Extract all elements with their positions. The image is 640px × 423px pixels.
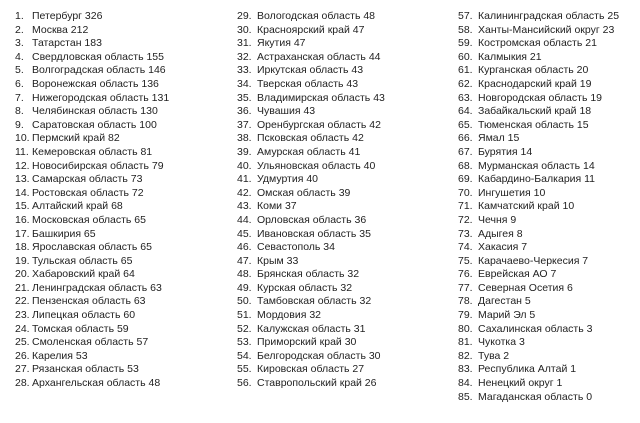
- list-item-number: 27.: [15, 363, 30, 376]
- list-item: [15, 350, 245, 364]
- list-item: [458, 24, 640, 38]
- list-item: [237, 119, 462, 133]
- list-item: [237, 37, 462, 51]
- list-item: [15, 228, 245, 242]
- list-item-label: Орловская область 36: [257, 213, 367, 226]
- list-item-number: 72.: [458, 213, 473, 226]
- list-item: [237, 160, 462, 174]
- list-item: [15, 105, 245, 119]
- list-item-number: 51.: [237, 309, 252, 322]
- list-item: [237, 132, 462, 146]
- list-item-number: 74.: [458, 241, 473, 254]
- list-item-label: Краснодарский край 19: [478, 77, 592, 90]
- list-item-number: 20.: [15, 268, 30, 281]
- list-item-number: 73.: [458, 227, 473, 240]
- list-item-label: Ненецкий округ 1: [478, 377, 563, 390]
- list-item: [237, 105, 462, 119]
- list-item-label: Пензенская область 63: [32, 295, 146, 308]
- list-item-label: Волгоградская область 146: [32, 64, 166, 77]
- list-item-number: 5.: [15, 64, 24, 77]
- list-item-number: 16.: [15, 213, 30, 226]
- list-item-number: 70.: [458, 186, 473, 199]
- list-item-label: Алтайский край 68: [32, 200, 123, 213]
- list-item: [15, 363, 245, 377]
- list-item: [15, 336, 245, 350]
- list-item-number: 36.: [237, 105, 252, 118]
- list-item-number: 1.: [15, 10, 24, 22]
- list-item-number: 13.: [15, 173, 30, 186]
- list-item-number: 10.: [15, 132, 30, 145]
- list-item-label: Москва 212: [32, 23, 89, 36]
- list-item: [458, 160, 640, 174]
- list-item-number: 85.: [458, 390, 473, 403]
- list-item-label: Коми 37: [257, 200, 297, 213]
- list-item-number: 52.: [237, 322, 252, 335]
- list-item-number: 55.: [237, 363, 252, 376]
- list-item-number: 44.: [237, 213, 252, 226]
- list-item-label: Красноярский край 47: [257, 23, 365, 36]
- list-item-number: 26.: [15, 349, 30, 362]
- list-item-number: 84.: [458, 377, 473, 390]
- list-item-label: Камчатский край 10: [478, 200, 575, 213]
- list-item-label: Московская область 65: [32, 213, 146, 226]
- list-item: [15, 214, 245, 228]
- list-item-label: Ярославская область 65: [32, 241, 152, 254]
- list-item: [458, 105, 640, 119]
- list-item-number: 81.: [458, 336, 473, 349]
- list-item: [15, 37, 245, 51]
- list-item: [15, 268, 245, 282]
- list-item-number: 42.: [237, 186, 252, 199]
- list-item: [237, 282, 462, 296]
- list-item-number: 23.: [15, 309, 30, 322]
- list-column-1: [15, 10, 245, 391]
- list-item-label: Приморский край 30: [257, 336, 357, 349]
- list-item-number: 17.: [15, 227, 30, 240]
- list-item-label: Забайкальский край 18: [478, 105, 592, 118]
- list-item: [458, 377, 640, 391]
- list-item-label: Чечня 9: [478, 213, 517, 226]
- list-item-label: Саратовская область 100: [32, 118, 157, 131]
- list-item-number: 58.: [458, 23, 473, 36]
- list-item-number: 76.: [458, 268, 473, 281]
- list-item: [237, 336, 462, 350]
- list-item-label: Ханты-Мансийский округ 23: [478, 23, 615, 36]
- list-item: [458, 309, 640, 323]
- list-item-label: Дагестан 5: [478, 295, 531, 308]
- list-item: [237, 146, 462, 160]
- list-item: [458, 268, 640, 282]
- list-item-label: Тува 2: [478, 349, 510, 362]
- list-item-number: 53.: [237, 336, 252, 349]
- list-item-number: 40.: [237, 159, 252, 172]
- list-item-number: 19.: [15, 254, 30, 267]
- list-item: [237, 187, 462, 201]
- list-item: [15, 200, 245, 214]
- list-item-number: 29.: [237, 10, 252, 22]
- list-item-number: 71.: [458, 200, 473, 213]
- list-item-number: 43.: [237, 200, 252, 213]
- list-item: [15, 10, 245, 24]
- list-item: [237, 323, 462, 337]
- list-item-number: 38.: [237, 132, 252, 145]
- list-item: [458, 37, 640, 51]
- list-item-number: 62.: [458, 77, 473, 90]
- list-item-label: Курганская область 20: [478, 64, 589, 77]
- list-item-label: Петербург 326: [32, 10, 103, 22]
- list-item-label: Архангельская область 48: [32, 377, 161, 390]
- list-item-number: 33.: [237, 64, 252, 77]
- list-column-3: [458, 10, 640, 404]
- list-item: [15, 323, 245, 337]
- list-item-label: Белгородская область 30: [257, 349, 381, 362]
- list-item: [15, 241, 245, 255]
- list-item-label: Ивановская область 35: [257, 227, 371, 240]
- list-item-label: Новосибирская область 79: [32, 159, 164, 172]
- list-item-label: Ленинградская область 63: [32, 281, 162, 294]
- list-item: [15, 173, 245, 187]
- list-item-label: Нижегородская область 131: [32, 91, 170, 104]
- list-item-number: 39.: [237, 145, 252, 158]
- list-item-number: 24.: [15, 322, 30, 335]
- list-item-label: Северная Осетия 6: [478, 281, 573, 294]
- list-item: [458, 10, 640, 24]
- list-item: [15, 309, 245, 323]
- list-item-label: Ульяновская область 40: [257, 159, 376, 172]
- list-item-label: Мордовия 32: [257, 309, 321, 322]
- list-item-number: 21.: [15, 281, 30, 294]
- list-item-label: Томская область 59: [32, 322, 129, 335]
- list-item-number: 80.: [458, 322, 473, 335]
- list-item: [237, 295, 462, 309]
- list-item: [15, 255, 245, 269]
- list-item-number: 56.: [237, 377, 252, 390]
- list-item: [15, 78, 245, 92]
- list-item-number: 82.: [458, 349, 473, 362]
- list-item: [237, 268, 462, 282]
- list-item: [237, 200, 462, 214]
- list-item: [15, 64, 245, 78]
- list-item-number: 28.: [15, 377, 30, 390]
- list-item-label: Пермский край 82: [32, 132, 120, 145]
- list-item-number: 69.: [458, 173, 473, 186]
- list-item: [15, 295, 245, 309]
- list-item: [237, 10, 462, 24]
- list-item-label: Свердловская область 155: [32, 50, 164, 63]
- list-item-label: Чувашия 43: [257, 105, 316, 118]
- list-item-number: 47.: [237, 254, 252, 267]
- list-item-label: Астраханская область 44: [257, 50, 381, 63]
- list-item-number: 30.: [237, 23, 252, 36]
- list-item: [15, 24, 245, 38]
- list-item-label: Калужская область 31: [257, 322, 366, 335]
- list-item-label: Костромская область 21: [478, 37, 597, 50]
- list-item-number: 2.: [15, 23, 24, 36]
- list-item-label: Брянская область 32: [257, 268, 360, 281]
- list-item: [237, 255, 462, 269]
- list-item-number: 3.: [15, 37, 24, 50]
- list-item-number: 4.: [15, 50, 24, 63]
- list-item: [458, 363, 640, 377]
- list-item-number: 50.: [237, 295, 252, 308]
- list-item-label: Оренбургская область 42: [257, 118, 381, 131]
- list-item-label: Кировская область 27: [257, 363, 365, 376]
- list-item-label: Карелия 53: [32, 349, 88, 362]
- list-item: [458, 187, 640, 201]
- list-item: [458, 119, 640, 133]
- list-item-number: 75.: [458, 254, 473, 267]
- list-item-number: 68.: [458, 159, 473, 172]
- list-item-label: Ставропольский край 26: [257, 377, 377, 390]
- list-item: [458, 51, 640, 65]
- list-item-label: Новгородская область 19: [478, 91, 603, 104]
- list-item: [237, 309, 462, 323]
- list-item-label: Чукотка 3: [478, 336, 525, 349]
- list-item-number: 78.: [458, 295, 473, 308]
- list-item-label: Сахалинская область 3: [478, 322, 593, 335]
- list-item: [458, 200, 640, 214]
- list-item-label: Липецкая область 60: [32, 309, 136, 322]
- list-item-label: Омская область 39: [257, 186, 351, 199]
- list-item-number: 83.: [458, 363, 473, 376]
- list-item: [237, 173, 462, 187]
- list-item: [458, 214, 640, 228]
- list-item-label: Татарстан 183: [32, 37, 102, 50]
- list-item-label: Амурская область 41: [257, 145, 361, 158]
- list-item: [15, 377, 245, 391]
- list-item: [15, 146, 245, 160]
- list-item-number: 45.: [237, 227, 252, 240]
- list-item-number: 34.: [237, 77, 252, 90]
- list-item: [237, 363, 462, 377]
- list-item-number: 67.: [458, 145, 473, 158]
- list-item-label: Кабардино-Балкария 11: [478, 173, 596, 186]
- list-item-number: 46.: [237, 241, 252, 254]
- list-item: [237, 228, 462, 242]
- list-item: [237, 78, 462, 92]
- list-item: [458, 173, 640, 187]
- list-item-label: Еврейская АО 7: [478, 268, 557, 281]
- list-item-number: 64.: [458, 105, 473, 118]
- list-item-number: 41.: [237, 173, 252, 186]
- list-item: [15, 160, 245, 174]
- list-item-number: 79.: [458, 309, 473, 322]
- list-item: [237, 377, 462, 391]
- list-item-label: Крым 33: [257, 254, 299, 267]
- list-item-number: 35.: [237, 91, 252, 104]
- list-item-label: Ямал 15: [478, 132, 520, 145]
- list-item-label: Мурманская область 14: [478, 159, 595, 172]
- list-item-number: 15.: [15, 200, 30, 213]
- list-item-label: Республика Алтай 1: [478, 363, 577, 376]
- list-item-number: 12.: [15, 159, 30, 172]
- list-item: [458, 323, 640, 337]
- list-item-label: Псковская область 42: [257, 132, 364, 145]
- list-item-number: 37.: [237, 118, 252, 131]
- list-item: [15, 187, 245, 201]
- list-item-number: 65.: [458, 118, 473, 131]
- list-item: [237, 241, 462, 255]
- list-item-label: Воронежская область 136: [32, 77, 159, 90]
- list-item: [15, 51, 245, 65]
- list-item-label: Тверская область 43: [257, 77, 359, 90]
- list-item-label: Марий Эл 5: [478, 309, 536, 322]
- list-item-number: 31.: [237, 37, 252, 50]
- list-item-label: Хабаровский край 64: [32, 268, 135, 281]
- list-item-number: 54.: [237, 349, 252, 362]
- list-item: [458, 255, 640, 269]
- list-item: [237, 350, 462, 364]
- list-item: [237, 214, 462, 228]
- list-item-label: Иркутская область 43: [257, 64, 364, 77]
- list-item: [458, 241, 640, 255]
- list-item: [15, 282, 245, 296]
- list-item-label: Башкирия 65: [32, 227, 96, 240]
- list-item-number: 8.: [15, 105, 24, 118]
- list-item-label: Тамбовская область 32: [257, 295, 372, 308]
- list-item-number: 25.: [15, 336, 30, 349]
- list-item-label: Самарская область 73: [32, 173, 143, 186]
- list-item: [458, 282, 640, 296]
- list-item-label: Ингушетия 10: [478, 186, 546, 199]
- list-item-label: Калининградская область 25: [478, 10, 620, 22]
- list-item-label: Тюменская область 15: [478, 118, 589, 131]
- list-item: [458, 350, 640, 364]
- list-item: [458, 228, 640, 242]
- list-item-number: 48.: [237, 268, 252, 281]
- list-item: [458, 295, 640, 309]
- list-item: [237, 64, 462, 78]
- list-item: [458, 78, 640, 92]
- list-item-number: 32.: [237, 50, 252, 63]
- list-item-label: Удмуртия 40: [257, 173, 319, 186]
- list-item-label: Владимирская область 43: [257, 91, 385, 104]
- list-item-label: Адыгея 8: [478, 227, 523, 240]
- list-item-label: Рязанская область 53: [32, 363, 139, 376]
- list-item: [237, 24, 462, 38]
- list-item-number: 22.: [15, 295, 30, 308]
- list-item-number: 14.: [15, 186, 30, 199]
- list-item-label: Бурятия 14: [478, 145, 533, 158]
- list-item: [458, 64, 640, 78]
- list-column-2: [237, 10, 462, 391]
- list-item: [15, 132, 245, 146]
- list-item: [15, 119, 245, 133]
- list-item-number: 66.: [458, 132, 473, 145]
- list-item-number: 61.: [458, 64, 473, 77]
- list-item-label: Ростовская область 72: [32, 186, 144, 199]
- list-item-number: 9.: [15, 118, 24, 131]
- list-item-label: Тульская область 65: [32, 254, 133, 267]
- list-item: [237, 51, 462, 65]
- list-item-label: Курская область 32: [257, 281, 353, 294]
- list-item-number: 49.: [237, 281, 252, 294]
- list-item-number: 60.: [458, 50, 473, 63]
- list-item-number: 59.: [458, 37, 473, 50]
- list-item: [458, 92, 640, 106]
- list-item-label: Якутия 47: [257, 37, 306, 50]
- list-item-label: Кемеровская область 81: [32, 145, 153, 158]
- list-item-label: Челябинская область 130: [32, 105, 158, 118]
- list-item-label: Севастополь 34: [257, 241, 335, 254]
- list-item: [237, 92, 462, 106]
- list-item-label: Карачаево-Черкесия 7: [478, 254, 589, 267]
- list-item-number: 7.: [15, 91, 24, 104]
- list-item-number: 6.: [15, 77, 24, 90]
- list-item-number: 18.: [15, 241, 30, 254]
- list-item-label: Калмыкия 21: [478, 50, 542, 63]
- list-item: [458, 132, 640, 146]
- list-item-number: 63.: [458, 91, 473, 104]
- list-item-number: 77.: [458, 281, 473, 294]
- list-item: [458, 336, 640, 350]
- list-item-label: Хакасия 7: [478, 241, 528, 254]
- list-item-number: 57.: [458, 10, 473, 22]
- list-item-label: Магаданская область 0: [478, 390, 593, 403]
- list-item: [458, 146, 640, 160]
- list-item-label: Смоленская область 57: [32, 336, 149, 349]
- list-item-label: Вологодская область 48: [257, 10, 376, 22]
- list-item: [458, 391, 640, 405]
- list-item: [15, 92, 245, 106]
- list-item-number: 11.: [15, 145, 29, 158]
